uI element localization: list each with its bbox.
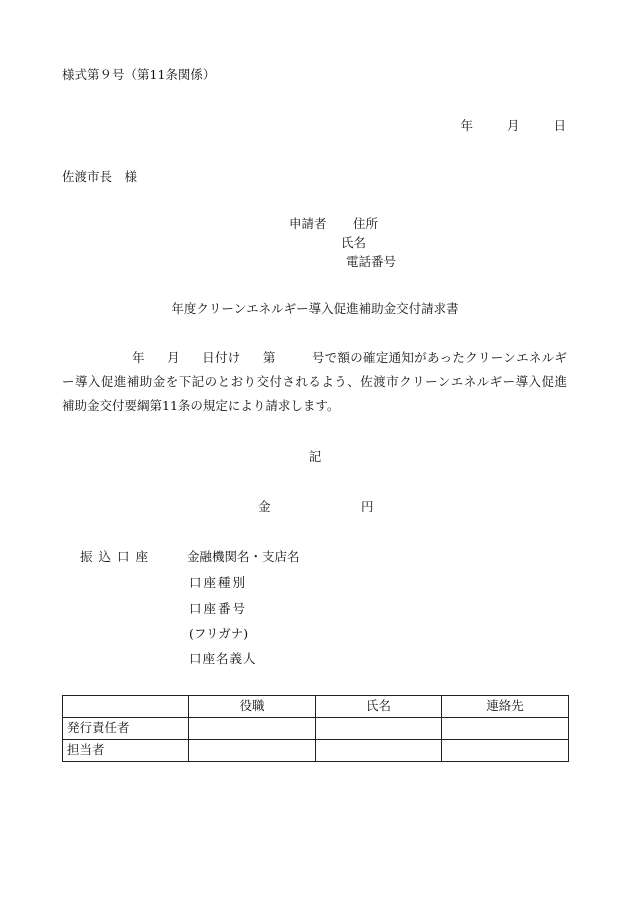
- record-heading: 記: [308, 449, 322, 464]
- table-header-contact: 連絡先: [442, 696, 569, 718]
- body-month: 月: [166, 350, 180, 365]
- staff-contact-cell[interactable]: [442, 740, 569, 762]
- body-date-suffix: 日付け: [201, 350, 241, 365]
- table-row: [63, 718, 569, 740]
- responsibility-table: [62, 695, 569, 762]
- staff-position-cell[interactable]: [189, 740, 316, 762]
- table-row: [63, 740, 569, 762]
- body-year: 年: [132, 350, 145, 365]
- applicant-label: 申請者: [289, 216, 327, 231]
- applicant-phone-label: 電話番号: [346, 254, 397, 269]
- issuer-contact-cell[interactable]: [442, 718, 569, 740]
- row-label-person-in-charge: 担当者: [63, 740, 189, 762]
- furigana-label: (フリガナ): [189, 626, 249, 641]
- date-day: 日: [553, 118, 566, 133]
- account-number-label: 口座番号: [189, 601, 248, 616]
- body-line-1: [62, 346, 567, 370]
- date-month: 月: [506, 118, 520, 133]
- account-type-label: 口座種別: [189, 575, 248, 590]
- body-line-2: ー導入促進補助金を下記のとおり交付されるよう、佐渡市クリーンエネルギー導入促進: [62, 374, 567, 389]
- bank-name-label: 金融機関名・支店名: [187, 549, 300, 564]
- body-line-3: 補助金交付要綱第11条の規定により請求します。: [62, 398, 340, 413]
- table-header-name: 氏名: [316, 696, 442, 718]
- applicant-name-label: 氏名: [341, 235, 367, 250]
- document-title: 年度クリーンエネルギー導入促進補助金交付請求書: [171, 301, 459, 316]
- amount-kin-label: 金: [258, 499, 271, 514]
- date-year: 年: [460, 118, 473, 133]
- form-number: 様式第９号（第11条関係）: [62, 67, 216, 82]
- issuer-name-cell[interactable]: [316, 718, 442, 740]
- staff-name-cell[interactable]: [316, 740, 442, 762]
- date-line: [460, 120, 566, 133]
- transfer-account-label: 振込口座: [80, 549, 155, 564]
- body-number-prefix: 第: [262, 350, 276, 365]
- addressee: 佐渡市長 様: [62, 169, 138, 184]
- issuer-position-cell[interactable]: [189, 718, 316, 740]
- applicant-address-label: 住所: [353, 216, 379, 231]
- table-header-position: 役職: [189, 696, 316, 718]
- table-header-blank: [63, 696, 189, 718]
- amount-yen-label: 円: [361, 499, 374, 514]
- body-line-1-rest: 号で額の確定通知があったクリーンエネルギ: [311, 350, 567, 365]
- row-label-issuer: 発行責任者: [63, 718, 189, 740]
- account-holder-label: 口座名義人: [189, 651, 257, 666]
- table-header-row: [63, 696, 569, 718]
